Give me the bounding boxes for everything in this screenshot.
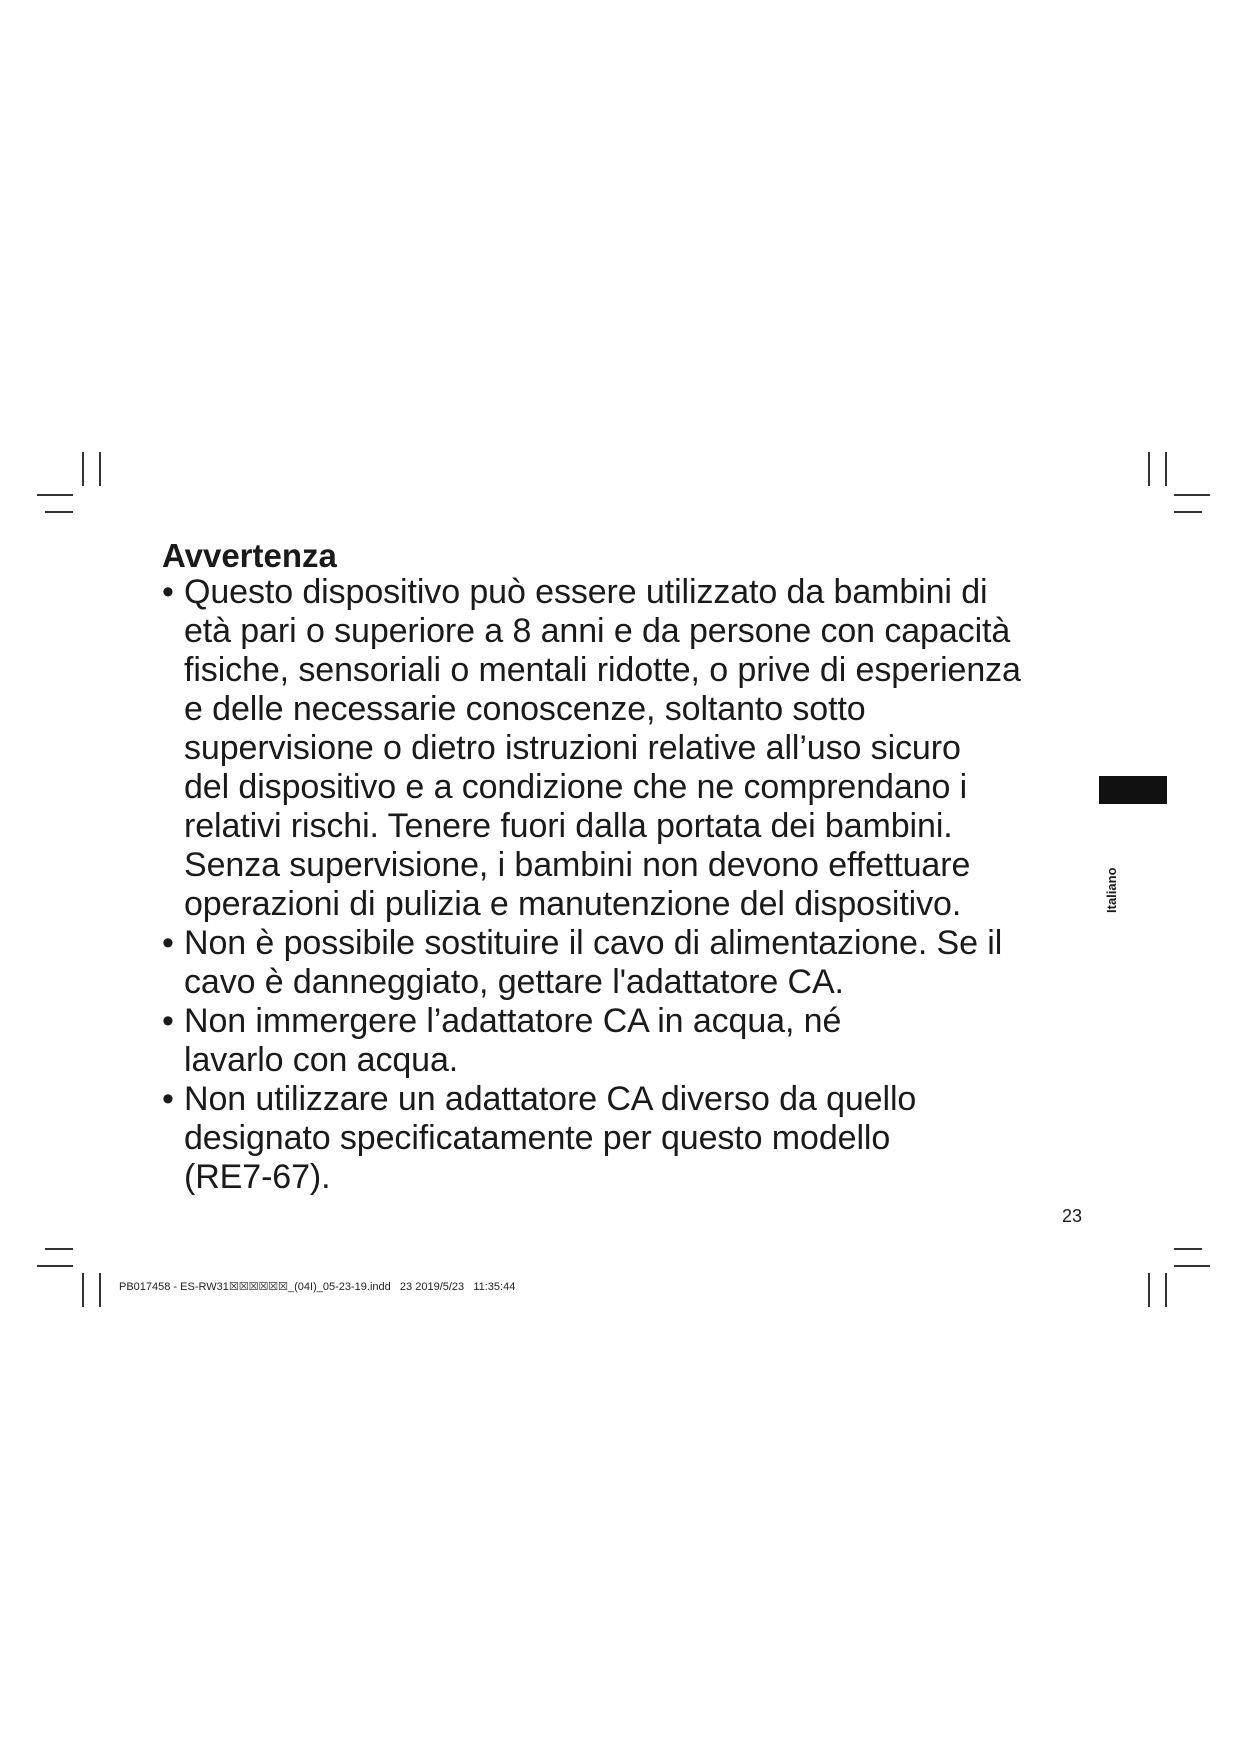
crop-mark xyxy=(45,1248,73,1250)
bullet-icon: • xyxy=(162,1002,174,1040)
warning-line: Non immergere l’adattatore CA in acqua, né xyxy=(184,1002,842,1040)
warning-item xyxy=(162,1002,1092,1080)
crop-mark xyxy=(1165,1273,1167,1307)
crop-mark xyxy=(37,1265,73,1267)
crop-mark xyxy=(1174,494,1210,496)
warning-line: Non utilizzare un adattatore CA diverso da quello xyxy=(184,1080,917,1118)
crop-mark xyxy=(1174,1265,1210,1267)
warning-line: cavo è danneggiato, gettare l'adattatore CA. xyxy=(184,963,844,1001)
warning-line: supervisione o dietro istruzioni relative all’uso sicuro xyxy=(184,729,961,767)
section-title: Avvertenza xyxy=(162,537,337,574)
warning-line: fisiche, sensoriali o mentali ridotte, o prive di esperienza xyxy=(184,651,1021,689)
crop-mark xyxy=(1174,511,1202,513)
warning-item xyxy=(162,573,1092,924)
warning-item xyxy=(162,1080,1092,1197)
crop-mark xyxy=(1148,1273,1150,1307)
warning-line: e delle necessarie conoscenze, soltanto sotto xyxy=(184,690,866,728)
warning-line: Questo dispositivo può essere utilizzato da bambini di xyxy=(184,573,988,611)
bullet-icon: • xyxy=(162,573,174,611)
warning-list xyxy=(162,573,1092,1197)
page-number: 23 xyxy=(1062,1206,1083,1226)
warning-line: età pari o superiore a 8 anni e da persone con capacità xyxy=(184,612,1011,650)
warning-item xyxy=(162,924,1092,1002)
warning-line: relativi rischi. Tenere fuori dalla portata dei bambini. xyxy=(184,807,953,845)
warning-line: Non è possibile sostituire il cavo di alimentazione. Se il xyxy=(184,924,1003,962)
language-tab-marker xyxy=(1099,776,1167,804)
crop-mark xyxy=(45,511,73,513)
warning-line: del dispositivo e a condizione che ne comprendano i xyxy=(184,768,968,806)
bullet-icon: • xyxy=(162,924,174,962)
warning-line: Senza supervisione, i bambini non devono effettuare xyxy=(184,846,971,884)
language-label: Italiano xyxy=(1104,867,1119,913)
warning-line: (RE7-67). xyxy=(184,1158,331,1196)
bullet-icon: • xyxy=(162,1080,174,1118)
print-slug: PB017458 - ES-RW31☒☒☒☒☒☒_(04I)_05-23-19.indd 23 2019/5/23 11:35:44 xyxy=(119,1281,516,1293)
crop-mark xyxy=(1165,452,1167,486)
warning-line: operazioni di pulizia e manutenzione del dispositivo. xyxy=(184,885,962,923)
warning-line: lavarlo con acqua. xyxy=(184,1041,459,1079)
crop-mark xyxy=(99,452,101,486)
crop-mark xyxy=(82,452,84,486)
crop-mark xyxy=(37,494,73,496)
crop-mark xyxy=(1174,1248,1202,1250)
crop-mark xyxy=(1148,452,1150,486)
crop-mark xyxy=(82,1273,84,1307)
warning-line: designato specificatamente per questo modello xyxy=(184,1119,891,1157)
crop-mark xyxy=(99,1273,101,1307)
